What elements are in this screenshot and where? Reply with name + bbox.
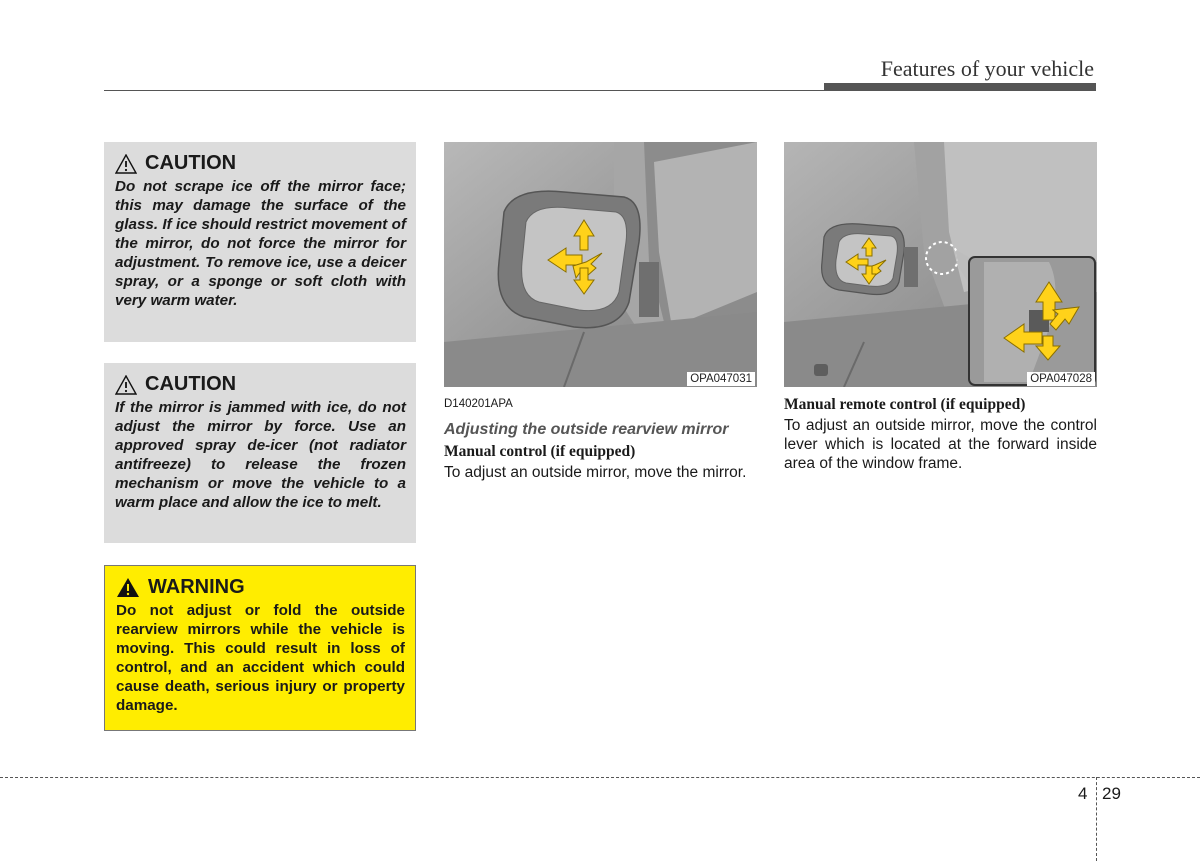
caution-heading (115, 152, 406, 175)
caution-box-jammed-mirror (104, 363, 416, 543)
caution-text: If the mirror is jammed with ice, do not adjust the mirror by force. Use an approved spray de-icer (not radiator antifreeze) to release the frozen mechanism or move the vehicle to a warm place and allow the ice to melt. (115, 399, 406, 511)
figure-remote-mirror (784, 142, 1097, 387)
caution-label: CAUTION (145, 152, 237, 174)
body-paragraph: To adjust an outside mirror, move the mirror. (444, 464, 747, 481)
reference-code: D140201APA (444, 398, 513, 410)
subsection-title: Manual remote control (if equipped) (784, 396, 1026, 413)
right-column (784, 395, 1097, 473)
warning-text: Do not adjust or fold the outside rearview mirrors while the vehicle is moving. This could result in loss of control, and an accident which could cause death, serious injury or property damage. (116, 602, 405, 714)
figure-code: OPA047031 (687, 372, 755, 386)
header-rule (104, 90, 824, 91)
caution-triangle-icon (115, 375, 137, 395)
warning-label: WARNING (148, 576, 245, 598)
warning-box (104, 565, 416, 731)
caution-heading (115, 373, 406, 396)
caution-label: CAUTION (145, 373, 237, 395)
middle-column (444, 395, 757, 482)
page-header-title: Features of your vehicle (880, 56, 1094, 81)
figure-manual-mirror (444, 142, 757, 387)
mirror-illustration (444, 142, 757, 387)
footer-divider (1096, 777, 1097, 861)
subsection-title: Manual control (if equipped) (444, 443, 636, 460)
section-title: Adjusting the outside rearview mirror (444, 421, 729, 438)
caution-triangle-icon (115, 154, 137, 174)
chapter-number: 4 (1078, 784, 1088, 803)
warning-heading (116, 576, 405, 599)
figure-code: OPA047028 (1027, 372, 1095, 386)
header-rule-accent (824, 83, 1096, 91)
footer-rule (0, 777, 1200, 778)
body-paragraph: To adjust an outside mirror, move the control lever which is located at the forward inside area of the window frame. (784, 417, 1097, 472)
caution-text: Do not scrape ice off the mirror face; this may damage the surface of the glass. If ice should restrict movement of the mirror, do not force the mirror for adjustment. To remove ice, use a deicer spray, or a sponge or soft cloth with very warm water. (115, 178, 406, 309)
warning-triangle-icon (116, 577, 140, 598)
caution-box-ice-scraping (104, 142, 416, 342)
page-number: 29 (1102, 784, 1121, 803)
remote-mirror-illustration (784, 142, 1097, 387)
